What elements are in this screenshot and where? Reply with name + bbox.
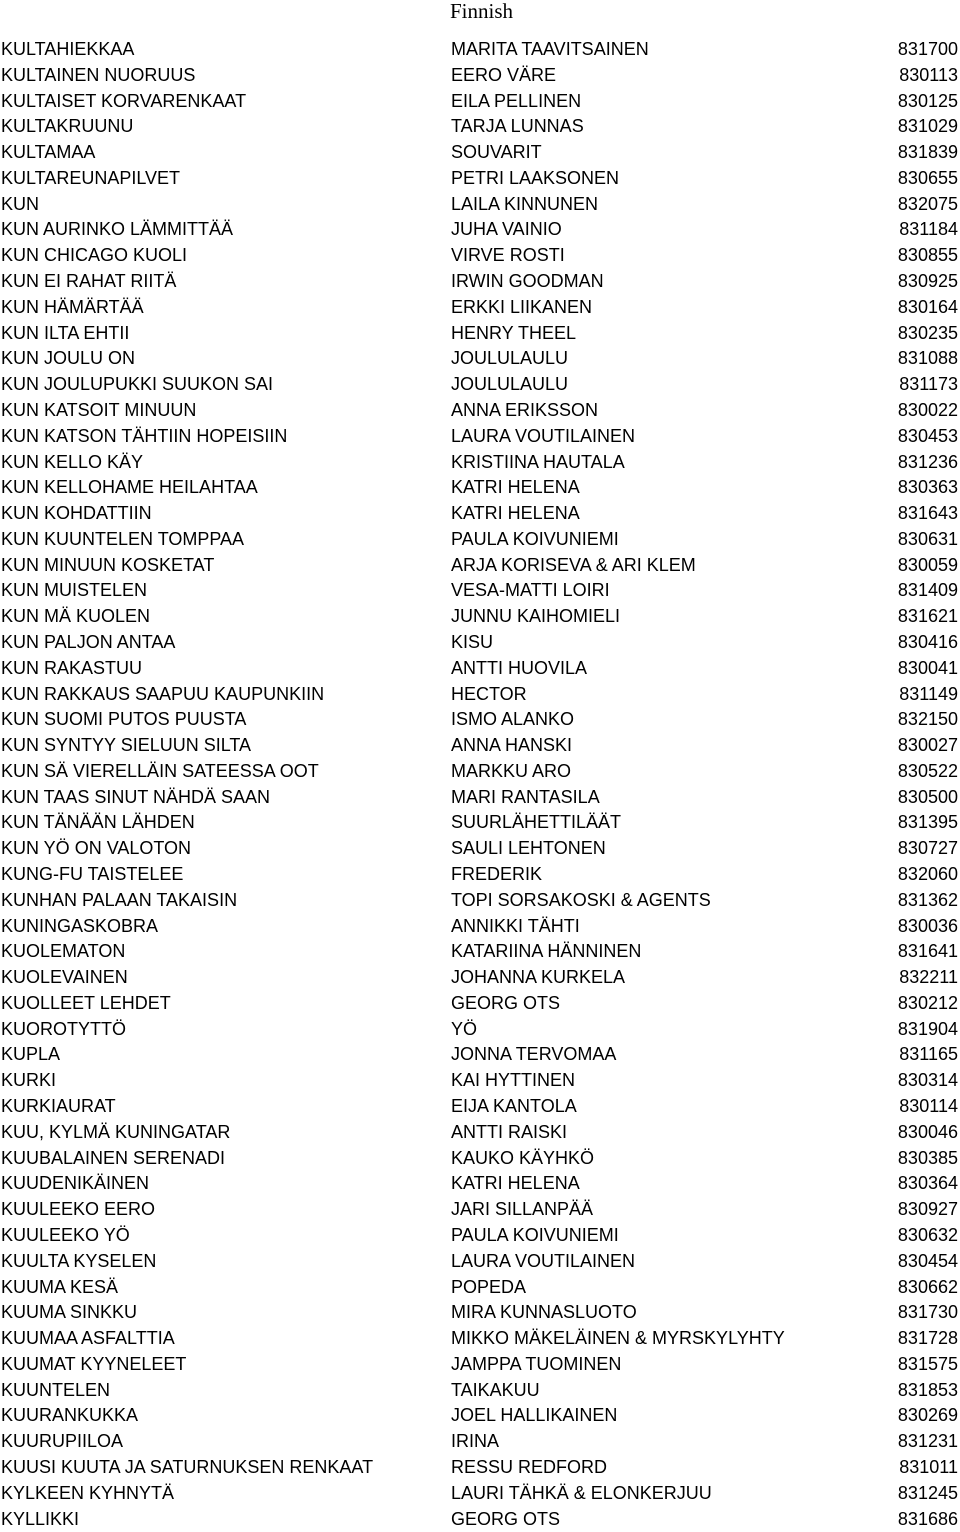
song-artist: JARI SILLANPÄÄ xyxy=(451,1199,594,1220)
song-row xyxy=(0,1120,960,1146)
song-code: 830363 xyxy=(897,477,958,498)
song-code: 831728 xyxy=(897,1328,958,1349)
song-row xyxy=(0,501,960,527)
song-artist: KAUKO KÄYHKÖ xyxy=(451,1147,595,1168)
song-artist: MIKKO MÄKELÄINEN & MYRSKYLYHTY xyxy=(451,1328,785,1349)
song-code: 832060 xyxy=(897,864,958,884)
song-row xyxy=(0,1455,960,1481)
song-title: KUUMA SINKKU xyxy=(1,1302,138,1323)
song-code: 831904 xyxy=(897,1018,958,1039)
song-title: KUU, KYLMÄ KUNINGATAR xyxy=(1,1121,231,1142)
song-row xyxy=(0,63,960,89)
song-title: KYLKEEN KYHNYTÄ xyxy=(1,1482,175,1503)
song-artist: PETRI LAAKSONEN xyxy=(451,167,620,188)
song-row xyxy=(0,991,960,1017)
song-code: 830059 xyxy=(897,554,958,575)
song-code: 832150 xyxy=(897,709,958,730)
song-title: KULTAMAA xyxy=(1,142,96,163)
song-artist: IRWIN GOODMAN xyxy=(451,271,604,292)
song-artist: GEORG OTS xyxy=(451,1508,561,1529)
song-code: 830036 xyxy=(897,915,958,936)
song-code: 831088 xyxy=(897,348,958,369)
song-code: 831029 xyxy=(897,116,958,137)
song-row xyxy=(0,1146,960,1172)
song-artist: JOULULAULU xyxy=(451,374,569,395)
song-title: KUNHAN PALAAN TAKAISIN xyxy=(1,889,238,910)
song-row xyxy=(0,707,960,733)
song-title: KUN TAAS SINUT NÄHDÄ SAAN xyxy=(1,786,271,807)
song-code: 830662 xyxy=(897,1276,958,1297)
song-row xyxy=(0,346,960,372)
song-artist: VESA-MATTI LOIRI xyxy=(451,580,610,601)
song-row xyxy=(0,630,960,656)
song-artist: KAI HYTTINEN xyxy=(451,1070,576,1091)
song-title: KUOROTYTTÖ xyxy=(1,1018,126,1039)
song-title: KUN SYNTYY SIELUUN SILTA xyxy=(1,735,252,756)
song-artist: JUHA VAINIO xyxy=(451,219,562,240)
song-code: 830212 xyxy=(897,992,958,1013)
song-code: 831853 xyxy=(897,1379,958,1400)
song-artist: ANNA HANSKI xyxy=(451,735,573,756)
song-row xyxy=(0,192,960,218)
song-title: KUURUPIILOA xyxy=(1,1431,124,1452)
song-title: KURKI xyxy=(1,1070,57,1091)
song-row xyxy=(0,1300,960,1326)
song-row xyxy=(0,914,960,940)
song-title: KUN MUISTELEN xyxy=(1,580,148,601)
song-artist: LAURA VOUTILAINEN xyxy=(451,425,636,446)
song-code: 831641 xyxy=(897,941,958,962)
song-title: KUOLEVAINEN xyxy=(1,967,128,988)
song-code: 831245 xyxy=(897,1482,958,1503)
song-row xyxy=(0,1352,960,1378)
song-title: KUUMAT KYYNELEET xyxy=(1,1353,187,1374)
song-row xyxy=(0,1249,960,1275)
song-row xyxy=(0,1429,960,1455)
song-title: KUN ILTA EHTII xyxy=(1,322,130,343)
song-code: 831700 xyxy=(897,39,958,59)
song-code: 830631 xyxy=(897,528,958,549)
song-title: KUN JOULUPUKKI SUUKON SAI xyxy=(1,374,274,395)
song-title: KUN AURINKO LÄMMITTÄÄ xyxy=(1,219,234,240)
song-title: KUN MINUUN KOSKETAT xyxy=(1,554,215,575)
song-artist: HENRY THEEL xyxy=(451,322,577,343)
song-title: KUN PALJON ANTAA xyxy=(1,631,176,652)
song-artist: ARJA KORISEVA & ARI KLEM xyxy=(451,554,696,575)
song-title: KUN EI RAHAT RIITÄ xyxy=(1,271,177,292)
song-title: KUN CHICAGO KUOLI xyxy=(1,245,188,266)
song-artist: PAULA KOIVUNIEMI xyxy=(451,1224,619,1245)
song-code: 831149 xyxy=(899,683,958,704)
song-row xyxy=(0,1197,960,1223)
song-title: KUUDENIKÄINEN xyxy=(1,1173,150,1194)
song-code: 830046 xyxy=(897,1121,958,1142)
song-title: KUOLLEET LEHDET xyxy=(1,992,171,1013)
song-row xyxy=(0,321,960,347)
song-row xyxy=(0,1171,960,1197)
song-title: KUN SÄ VIERELLÄIN SATEESSA OOT xyxy=(1,760,319,781)
song-code: 830385 xyxy=(897,1147,958,1168)
song-code: 830655 xyxy=(897,167,958,188)
song-row xyxy=(0,1481,960,1507)
song-row xyxy=(0,1507,960,1532)
song-artist: MARITA TAAVITSAINEN xyxy=(451,39,649,59)
song-artist: JAMPPA TUOMINEN xyxy=(451,1353,622,1374)
song-title: KUN RAKKAUS SAAPUU KAUPUNKIIN xyxy=(1,683,325,704)
song-title: KUN KOHDATTIIN xyxy=(1,503,152,524)
song-title: KUN KELLOHAME HEILAHTAA xyxy=(1,477,258,498)
song-row xyxy=(0,1403,960,1429)
song-title: KUUSI KUUTA JA SATURNUKSEN RENKAAT xyxy=(1,1456,374,1477)
song-title: KUURANKUKKA xyxy=(1,1405,139,1426)
song-artist: YÖ xyxy=(451,1018,478,1039)
song-row xyxy=(0,475,960,501)
song-title: KULTAKRUUNU xyxy=(1,116,134,137)
song-artist: ANTTI RAISKI xyxy=(451,1121,568,1142)
song-row xyxy=(0,89,960,115)
song-code: 830314 xyxy=(897,1070,958,1091)
song-title: KUULEEKO YÖ xyxy=(1,1224,130,1245)
song-artist: MIRA KUNNASLUOTO xyxy=(451,1302,637,1323)
song-code: 831165 xyxy=(899,1044,958,1065)
song-code: 831173 xyxy=(899,374,958,395)
song-title: KUNINGASKOBRA xyxy=(1,915,159,936)
song-artist: EIJA KANTOLA xyxy=(451,1096,577,1117)
song-artist: EERO VÄRE xyxy=(451,64,557,85)
song-title: KUULEEKO EERO xyxy=(1,1199,156,1220)
song-code: 830416 xyxy=(897,631,958,652)
song-row xyxy=(0,785,960,811)
song-artist: GEORG OTS xyxy=(451,992,561,1013)
song-code: 831236 xyxy=(897,451,958,472)
song-row xyxy=(0,1275,960,1301)
song-title: KULTAINEN NUORUUS xyxy=(1,64,196,85)
song-artist: POPEDA xyxy=(451,1276,527,1297)
song-row xyxy=(0,269,960,295)
song-title: KUN YÖ ON VALOTON xyxy=(1,838,192,859)
song-artist: ANTTI HUOVILA xyxy=(451,657,588,678)
song-title: KUN KATSOIT MINUUN xyxy=(1,399,197,420)
song-row xyxy=(0,37,960,63)
song-code: 830927 xyxy=(897,1199,958,1220)
song-code: 830269 xyxy=(897,1405,958,1426)
song-code: 831231 xyxy=(897,1431,958,1452)
song-row xyxy=(0,656,960,682)
song-row xyxy=(0,733,960,759)
song-artist: SUURLÄHETTILÄÄT xyxy=(451,812,622,833)
song-artist: ERKKI LIIKANEN xyxy=(451,296,593,317)
song-title: KUN xyxy=(1,193,40,214)
song-artist: ANNIKKI TÄHTI xyxy=(451,915,580,936)
song-title: KUN HÄMÄRTÄÄ xyxy=(1,296,144,317)
song-title: KUNG-FU TAISTELEE xyxy=(1,864,184,884)
song-code: 831839 xyxy=(897,142,958,163)
song-code: 830041 xyxy=(897,657,958,678)
song-artist: SAULI LEHTONEN xyxy=(451,838,606,859)
song-artist: IRINA xyxy=(451,1431,500,1452)
song-code: 830454 xyxy=(897,1250,958,1271)
song-row xyxy=(0,166,960,192)
song-artist: KATRI HELENA xyxy=(451,477,580,498)
song-row xyxy=(0,939,960,965)
song-row xyxy=(0,450,960,476)
song-code: 830632 xyxy=(897,1224,958,1245)
song-code: 832075 xyxy=(897,193,958,214)
song-code: 831686 xyxy=(897,1508,958,1529)
song-artist: EILA PELLINEN xyxy=(451,90,582,111)
song-code: 830855 xyxy=(897,245,958,266)
song-artist: TAIKAKUU xyxy=(451,1379,540,1400)
song-code: 831643 xyxy=(897,503,958,524)
song-code: 831730 xyxy=(897,1302,958,1323)
song-row xyxy=(0,527,960,553)
song-title: KUN KATSON TÄHTIIN HOPEISIIN xyxy=(1,425,288,446)
song-row xyxy=(0,243,960,269)
song-row xyxy=(0,553,960,579)
song-code: 831011 xyxy=(899,1456,958,1477)
song-title: KUUBALAINEN SERENADI xyxy=(1,1147,226,1168)
song-code: 830164 xyxy=(897,296,958,317)
song-artist: KATRI HELENA xyxy=(451,1173,580,1194)
song-artist: ISMO ALANKO xyxy=(451,709,575,730)
song-artist: LAILA KINNUNEN xyxy=(451,193,599,214)
song-artist: MARI RANTASILA xyxy=(451,786,600,807)
song-title: KUN MÄ KUOLEN xyxy=(1,606,151,627)
song-row xyxy=(0,1068,960,1094)
song-title: KUOLEMATON xyxy=(1,941,126,962)
song-title: KUN SUOMI PUTOS PUUSTA xyxy=(1,709,247,730)
song-title: KURKIAURAT xyxy=(1,1096,116,1117)
song-row xyxy=(0,836,960,862)
song-title: KYLLIKKI xyxy=(1,1508,80,1529)
song-artist: JUNNU KAIHOMIELI xyxy=(451,606,621,627)
song-list xyxy=(0,37,960,1532)
song-row xyxy=(0,604,960,630)
song-row xyxy=(0,424,960,450)
song-title: KUN KELLO KÄY xyxy=(1,451,144,472)
song-row xyxy=(0,862,960,888)
song-artist: JOULULAULU xyxy=(451,348,569,369)
song-artist: FREDERIK xyxy=(451,864,543,884)
song-code: 831409 xyxy=(897,580,958,601)
song-title: KUPLA xyxy=(1,1044,61,1065)
song-artist: ANNA ERIKSSON xyxy=(451,399,599,420)
song-row xyxy=(0,114,960,140)
song-code: 830113 xyxy=(899,64,958,85)
song-artist: TARJA LUNNAS xyxy=(451,116,584,137)
song-code: 830022 xyxy=(897,399,958,420)
song-code: 831621 xyxy=(897,606,958,627)
song-code: 831575 xyxy=(897,1353,958,1374)
song-code: 830522 xyxy=(897,760,958,781)
song-artist: RESSU REDFORD xyxy=(451,1456,608,1477)
song-artist: TOPI SORSAKOSKI & AGENTS xyxy=(451,889,711,910)
song-code: 832211 xyxy=(899,967,958,988)
song-artist: PAULA KOIVUNIEMI xyxy=(451,528,619,549)
song-title: KUN TÄNÄÄN LÄHDEN xyxy=(1,812,195,833)
song-code: 830125 xyxy=(897,90,958,111)
song-artist: LAURI TÄHKÄ & ELONKERJUU xyxy=(451,1482,712,1503)
song-row xyxy=(0,578,960,604)
song-row xyxy=(0,1378,960,1404)
song-title: KUN KUUNTELEN TOMPPAA xyxy=(1,528,245,549)
song-code: 830235 xyxy=(897,322,958,343)
song-row xyxy=(0,1017,960,1043)
song-code: 830925 xyxy=(897,271,958,292)
song-code: 830364 xyxy=(897,1173,958,1194)
song-code: 830027 xyxy=(897,735,958,756)
song-row xyxy=(0,295,960,321)
song-row xyxy=(0,1223,960,1249)
song-code: 830727 xyxy=(897,838,958,859)
song-artist: KRISTIINA HAUTALA xyxy=(451,451,625,472)
song-row xyxy=(0,888,960,914)
song-code: 830500 xyxy=(897,786,958,807)
song-code: 830453 xyxy=(897,425,958,446)
song-row xyxy=(0,1042,960,1068)
song-artist: LAURA VOUTILAINEN xyxy=(451,1250,636,1271)
song-code: 831362 xyxy=(897,889,958,910)
song-row xyxy=(0,140,960,166)
song-artist: KATRI HELENA xyxy=(451,503,580,524)
song-row xyxy=(0,810,960,836)
song-artist: KATARIINA HÄNNINEN xyxy=(451,941,642,962)
page-heading: Finnish xyxy=(450,0,514,23)
song-row xyxy=(0,1094,960,1120)
song-title: KUULTA KYSELEN xyxy=(1,1250,157,1271)
song-title: KUUMAA ASFALTTIA xyxy=(1,1328,175,1349)
song-artist: SOUVARIT xyxy=(451,142,542,163)
song-row xyxy=(0,372,960,398)
song-row xyxy=(0,682,960,708)
song-title: KUUMA KESÄ xyxy=(1,1276,119,1297)
song-code: 831184 xyxy=(899,219,958,240)
song-artist: VIRVE ROSTI xyxy=(451,245,565,266)
song-artist: KISU xyxy=(451,631,494,652)
song-title: KUUNTELEN xyxy=(1,1379,111,1400)
song-title: KUN RAKASTUU xyxy=(1,657,143,678)
song-title: KULTAREUNAPILVET xyxy=(1,167,181,188)
song-title: KULTAHIEKKAA xyxy=(1,39,135,59)
song-row xyxy=(0,398,960,424)
song-row xyxy=(0,217,960,243)
song-title: KULTAISET KORVARENKAAT xyxy=(1,90,247,111)
song-artist: JOHANNA KURKELA xyxy=(451,967,626,988)
song-artist: MARKKU ARO xyxy=(451,760,572,781)
song-artist: HECTOR xyxy=(451,683,527,704)
song-title: KUN JOULU ON xyxy=(1,348,136,369)
song-code: 830114 xyxy=(899,1096,958,1117)
song-artist: JOEL HALLIKAINEN xyxy=(451,1405,618,1426)
song-row xyxy=(0,965,960,991)
song-row xyxy=(0,1326,960,1352)
song-artist: JONNA TERVOMAA xyxy=(451,1044,617,1065)
song-row xyxy=(0,759,960,785)
song-code: 831395 xyxy=(897,812,958,833)
